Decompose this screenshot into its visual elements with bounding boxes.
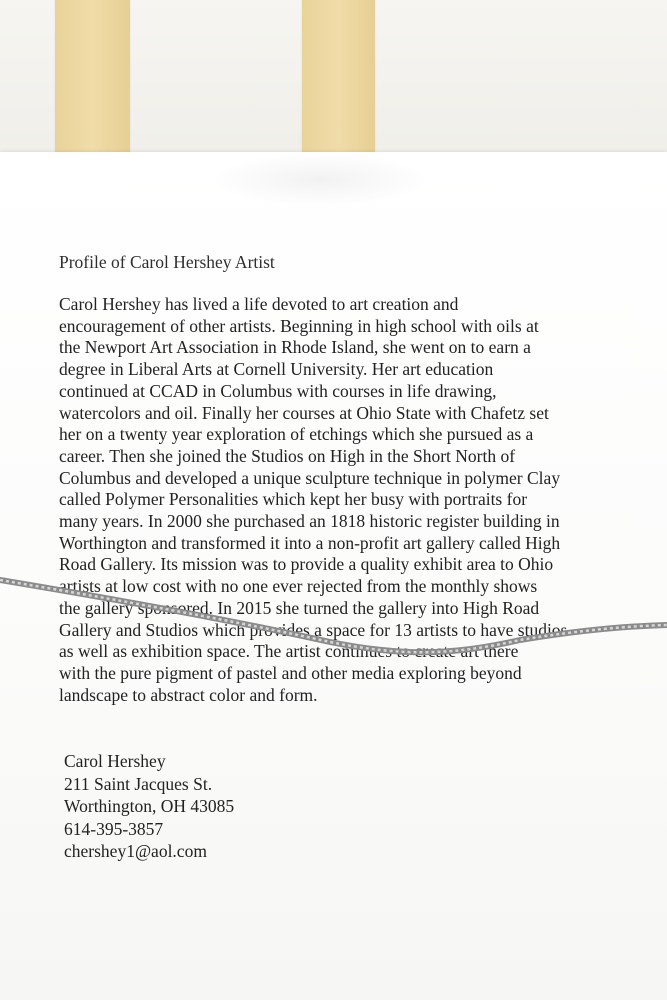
bio-line: Gallery and Studios which provides a space for 13 artists to have studios	[59, 619, 568, 640]
bio-line: Worthington and transformed it into a non-profit art gallery called High	[59, 532, 561, 553]
bio-line: Columbus and developed a unique sculpture technique in polymer Clay	[59, 467, 561, 488]
bio-line: Carol Hershey has lived a life devoted to art creation and	[59, 294, 459, 314]
bio-line: her on a twenty year exploration of etchings which she pursued as a	[59, 424, 534, 445]
paper-crease	[210, 152, 430, 207]
masking-tape-right	[302, 0, 375, 160]
masking-tape-left	[55, 0, 130, 160]
bio-line: landscape to abstract color and form.	[59, 684, 318, 705]
contact-block	[64, 750, 234, 863]
bio-line: the Newport Art Association in Rhode Island, she went on to earn a	[59, 337, 531, 358]
bio-line: continued at CCAD in Columbus with courses in life drawing,	[59, 380, 497, 401]
contact-name: Carol Hershey	[64, 751, 166, 771]
bio-line: encouragement of other artists. Beginning in high school with oils at	[59, 315, 539, 336]
biography-paragraph	[59, 294, 659, 706]
bio-line: with the pure pigment of pastel and other media exploring beyond	[59, 662, 522, 683]
bio-line: the gallery sponsored. In 2015 she turned the gallery into High Road	[59, 597, 540, 618]
contact-city: Worthington, OH 43085	[64, 796, 235, 817]
bio-line: watercolors and oil. Finally her courses at Ohio State with Chafetz set	[59, 402, 549, 423]
contact-street: 211 Saint Jacques St.	[64, 773, 213, 794]
bio-line: career. Then she joined the Studios on High in the Short North of	[59, 445, 516, 466]
document-title: Profile of Carol Hershey Artist	[59, 252, 275, 272]
bio-line: as well as exhibition space. The artist continues to create art there	[59, 641, 519, 662]
bio-line: many years. In 2000 she purchased an 1818 historic register building in	[59, 511, 560, 532]
contact-email: chershey1@aol.com	[64, 841, 207, 862]
contact-phone: 614-395-3857	[64, 818, 164, 839]
bio-line: Road Gallery. Its mission was to provide a quality exhibit area to Ohio	[59, 554, 554, 575]
bio-line: artists at low cost with no one ever rejected from the monthly shows	[59, 576, 538, 597]
bio-line: called Polymer Personalities which kept her busy with portraits for	[59, 489, 528, 510]
bio-line: degree in Liberal Arts at Cornell University. Her art education	[59, 359, 494, 380]
